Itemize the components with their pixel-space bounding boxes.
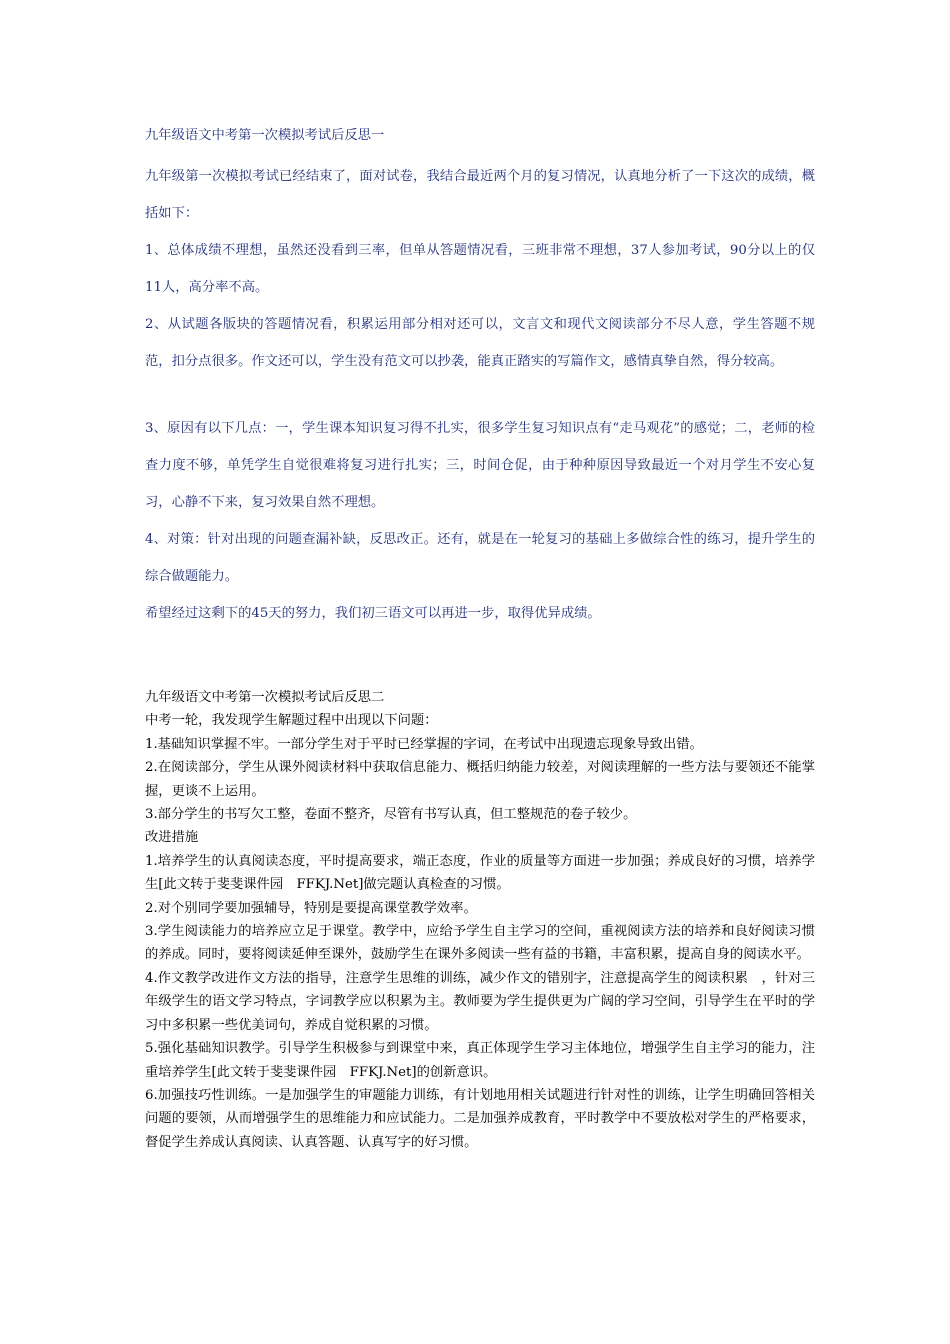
measure-2: 2.对个别同学要加强辅导，特别是要提高课堂教学效率。	[145, 900, 477, 916]
section-one-point-1: 1、总体成绩不理想，虽然还没看到三率，但单从答题情况看，三班非常不理想，37人参加考试，90分以上的仅11人，高分率不高。	[145, 243, 815, 295]
problem-1: 1.基础知识掌握不牢。一部分学生对于平时已经掌握的字词，在考试中出现遗忘现象导致出错。	[145, 736, 703, 752]
section-one-intro: 九年级第一次模拟考试已经结束了，面对试卷，我结合最近两个月的复习情况，认真地分析了一下这次的成绩，概括如下：	[145, 169, 815, 221]
section-one-point-2: 2、从试题各版块的答题情况看，积累运用部分相对还可以，文言文和现代文阅读部分不尽人意，学生答题不规范，扣分点很多。作文还可以，学生没有范文可以抄袭，能真正踏实的写篇作文，感情真挚自然，得分较高。	[145, 317, 815, 369]
section-two-title: 九年级语文中考第一次模拟考试后反思二	[145, 690, 385, 705]
problem-3: 3.部分学生的书写欠工整，卷面不整齐，尽管有书写认真，但工整规范的卷子较少。	[145, 807, 637, 823]
measure-3: 3.学生阅读能力的培养应立足于课堂。教学中，应给予学生自主学习的空间，重视阅读方法的培养和良好阅读习惯的养成。同时，要将阅读延伸至课外，鼓励学生在课外多阅读一些有益的书籍，丰富积累，提高自身的阅读水平。	[145, 924, 815, 963]
measure-5: 5.强化基础知识教学。引导学生积极参与到课堂中来，真正体现学生学习主体地位，增强学生自主学习的能力，注重培养学生[此文转于斐斐课件园 FFKJ.Net]的创新意识。	[145, 1041, 815, 1080]
reflection-one	[145, 126, 815, 632]
reflection-two	[145, 686, 815, 1154]
paragraph-gap	[145, 380, 815, 410]
section-one-closing: 希望经过这剩下的45天的努力，我们初三语文可以再进一步，取得优异成绩。	[145, 606, 601, 621]
section-one-point-3: 3、原因有以下几点：一，学生课本知识复习得不扎实，很多学生复习知识点有“走马观花”的感觉；二，老师的检查力度不够，单凭学生自觉很难将复习进行扎实；三，时间仓促，由于种种原因导致最近一个对月学生不安心复习，心静不下来，复习效果自然不理想。	[145, 421, 815, 510]
measure-1: 1.培养学生的认真阅读态度，平时提高要求，端正态度，作业的质量等方面进一步加强；养成良好的习惯，培养学生[此文转于斐斐课件园 FFKJ.Net]做完题认真检查的习惯。	[145, 853, 815, 893]
section-one-title: 九年级语文中考第一次模拟考试后反思一	[145, 128, 385, 143]
measures-heading: 改进措施	[145, 830, 199, 846]
section-one-point-4: 4、对策：针对出现的问题查漏补缺，反思改正。还有，就是在一轮复习的基础上多做综合性的练习，提升学生的综合做题能力。	[145, 532, 815, 584]
measure-6: 6.加强技巧性训练。一是加强学生的审题能力训练，有计划地用相关试题进行针对性的训练，让学生明确回答相关问题的要领，从而增强学生的思维能力和应试能力。二是加强养成教育，平时教学中不要放松对学生的严格要求，督促学生养成认真阅读、认真答题、认真写字的好习惯。	[145, 1087, 815, 1150]
problem-2: 2.在阅读部分，学生从课外阅读材料中获取信息能力、概括归纳能力较差，对阅读理解的一些方法与要领还不能掌握，更谈不上运用。	[145, 760, 815, 799]
section-two-intro: 中考一轮，我发现学生解题过程中出现以下问题：	[145, 713, 438, 729]
measure-4: 4.作文教学改进作文方法的指导，注意学生思维的训练，减少作文的错别字，注意提高学生的阅读积累 ，针对三年级学生的语文学习特点，字词教学应以积累为主。教师要为学生提供更为广阔的学习空间，引导学生在平时的学习中多积累一些优美词句，养成自觉积累的习惯。	[145, 970, 815, 1033]
